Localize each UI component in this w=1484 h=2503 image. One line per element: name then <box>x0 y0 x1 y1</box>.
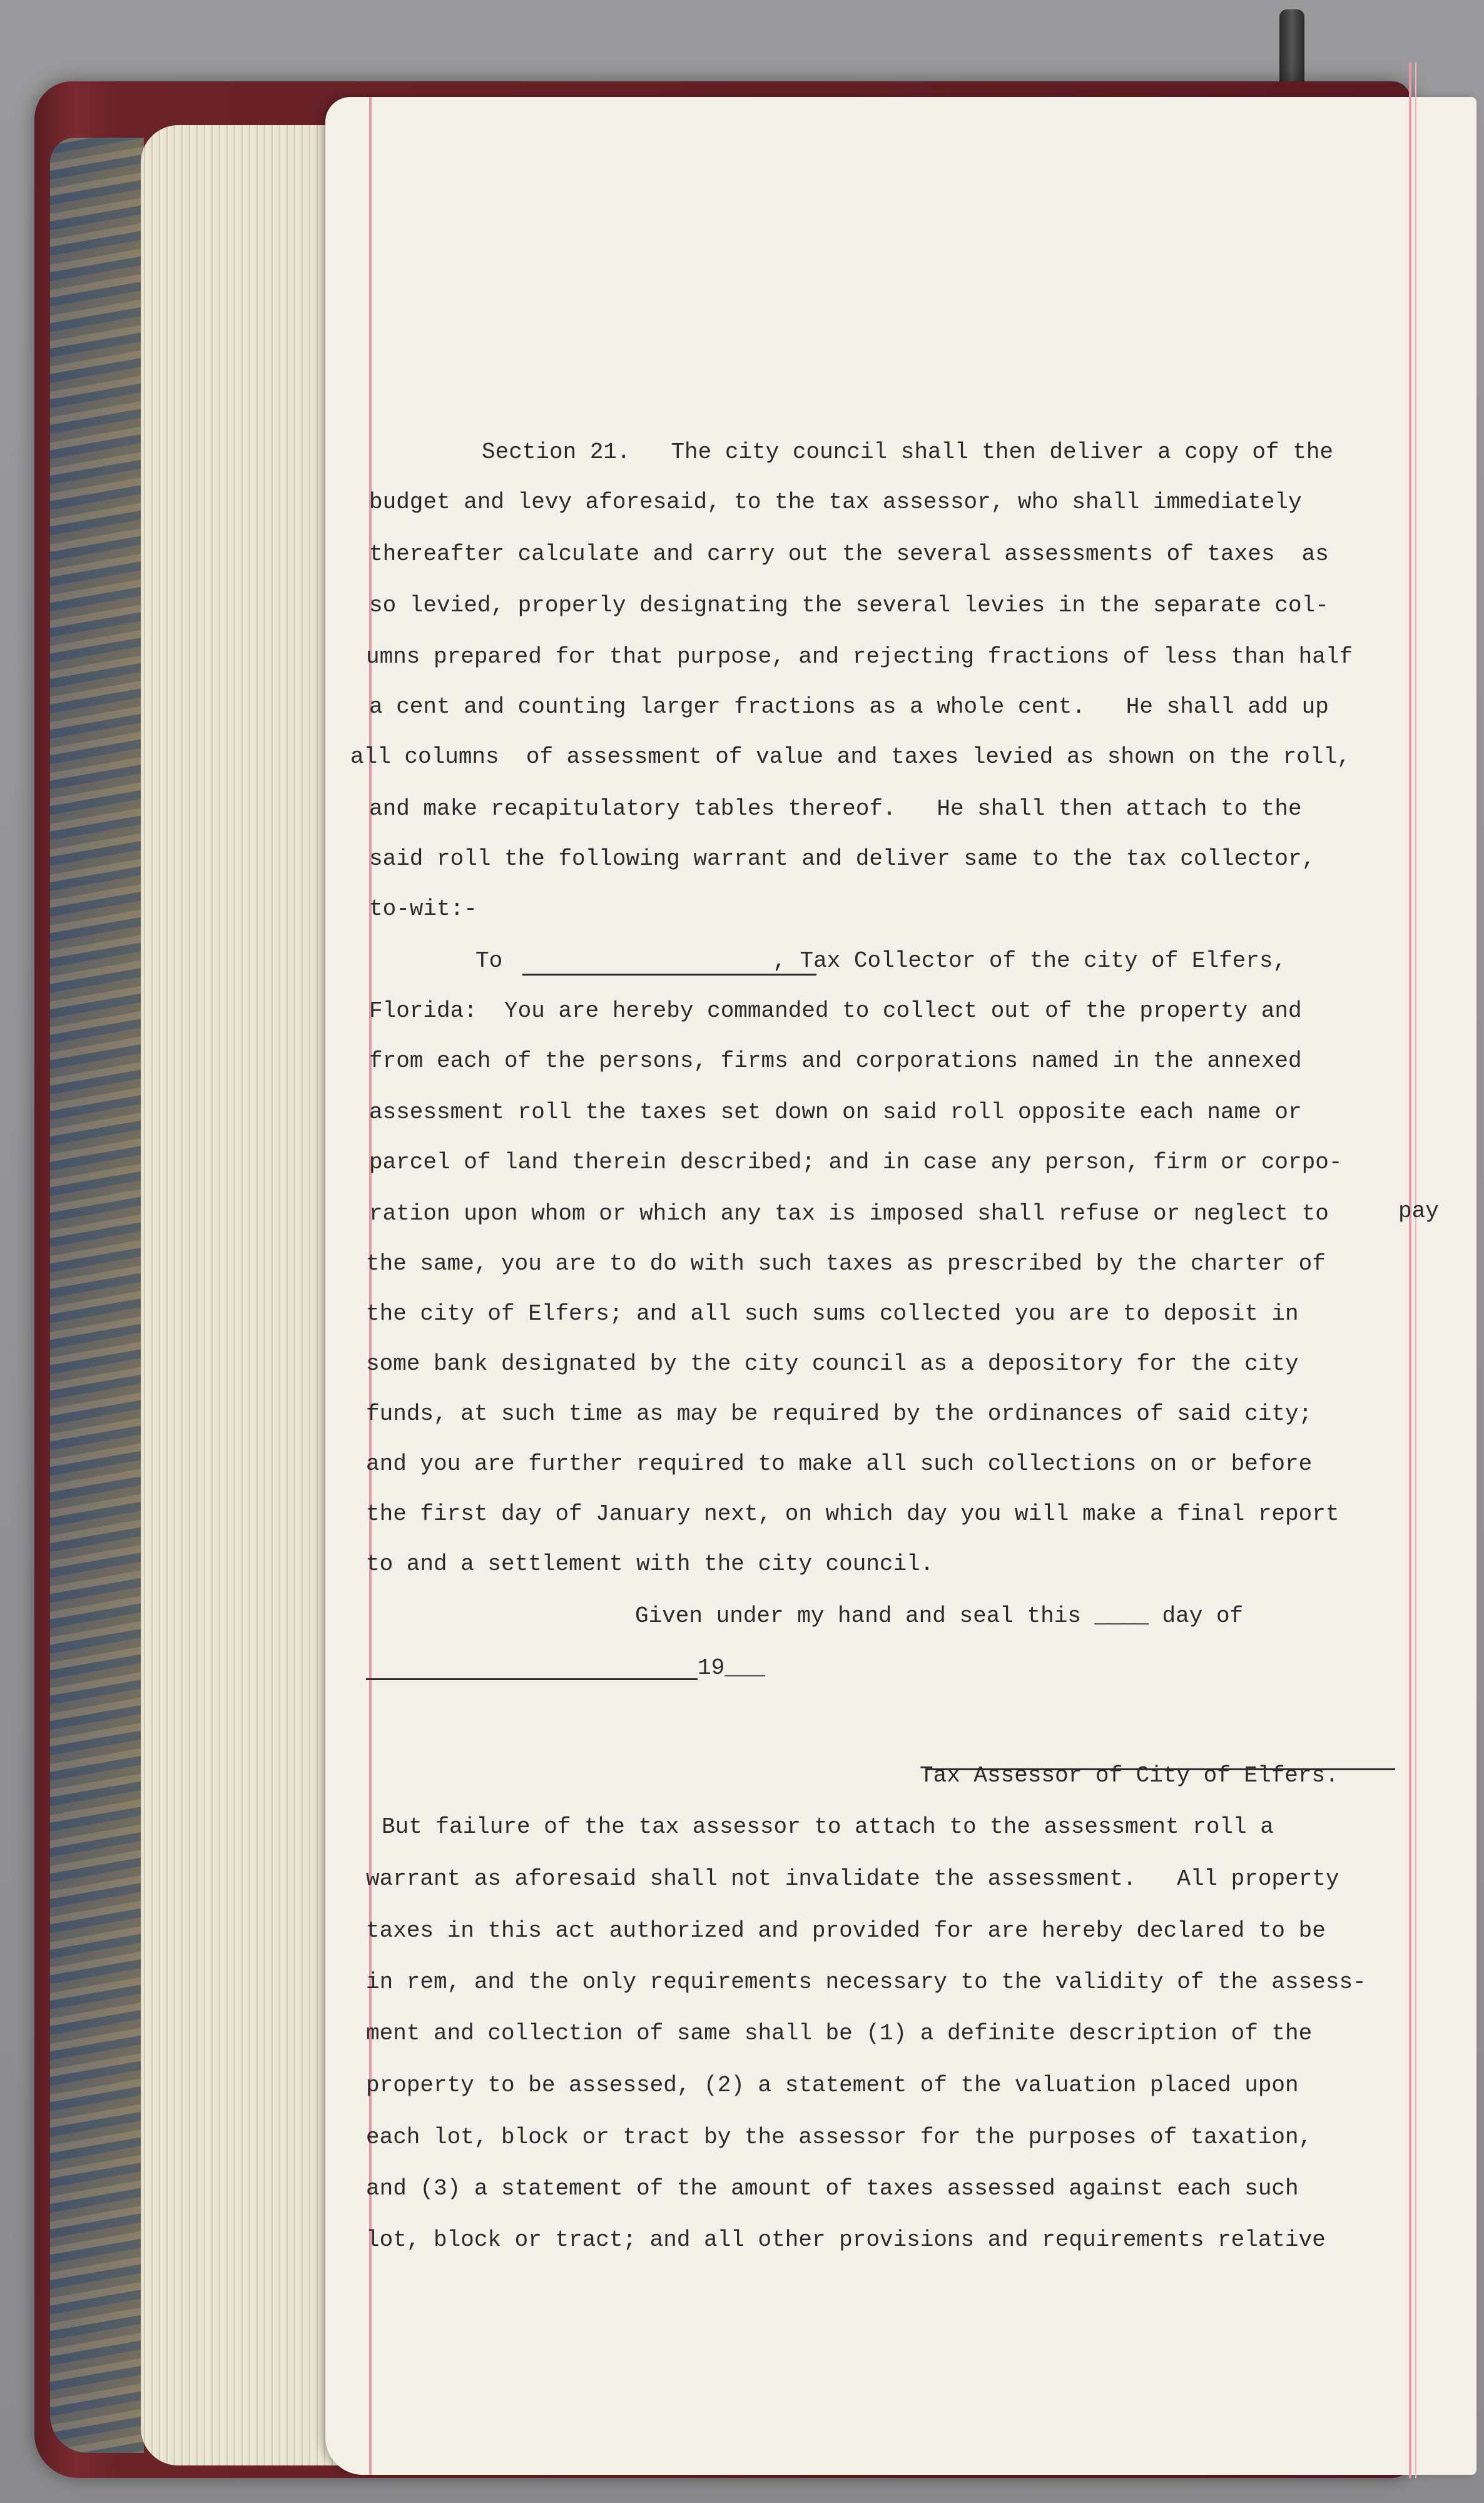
text-line: 19___ <box>698 1655 766 1681</box>
text-line: assessment roll the taxes set down on said roll opposite each name or <box>369 1099 1302 1125</box>
signature-caption: Tax Assessor of City of Elfers. <box>920 1763 1339 1788</box>
text-line: ment and collection of same shall be (1) a definite description of the <box>366 2021 1313 2046</box>
right-margin-rule-secondary <box>1415 63 1416 2478</box>
marbled-edge <box>50 138 144 2453</box>
text-line: warrant as aforesaid shall not invalidate the assessment. All property <box>366 1866 1339 1892</box>
text-line: property to be assessed, (2) a statement of the valuation placed upon <box>366 2072 1299 2098</box>
text-line: the first day of January next, on which day you will make a final report <box>366 1501 1339 1527</box>
text-line: the same, you are to do with such taxes as prescribed by the charter of <box>366 1251 1326 1277</box>
text-line: said roll the following warrant and deliver same to the tax collector, <box>369 846 1316 872</box>
text-line: thereafter calculate and carry out the several assessments of taxes as <box>369 541 1329 567</box>
text-line: ration upon whom or which any tax is imposed shall refuse or neglect to <box>369 1201 1329 1226</box>
text-line: and (3) a statement of the amount of taxes assessed against each such <box>366 2176 1299 2201</box>
text-line: and you are further required to make all such collections on or before <box>366 1451 1313 1477</box>
text-line: parcel of land therein described; and in case any person, firm or corpo- <box>369 1150 1343 1175</box>
left-margin-rule <box>369 97 372 2475</box>
text-line: funds, at such time as may be required by the ordinances of said city; <box>366 1401 1313 1427</box>
text-line: umns prepared for that purpose, and rejecting fractions of less than half <box>366 644 1353 670</box>
text-line: some bank designated by the city council as a depository for the city <box>366 1351 1299 1377</box>
text-line: a cent and counting larger fractions as a whole cent. He shall add up <box>369 694 1329 720</box>
text-line: from each of the persons, firms and corporations named in the annexed <box>369 1048 1302 1074</box>
text-line: But failure of the tax assessor to attach to the assessment roll a <box>382 1814 1274 1840</box>
text-line: Given under my hand and seal this ____ day of <box>635 1603 1244 1629</box>
text-line: so levied, properly designating the several levies in the separate col- <box>369 593 1329 618</box>
text-line: budget and levy aforesaid, to the tax assessor, who shall immediately <box>369 489 1302 515</box>
text-line: in rem, and the only requirements necessary to the validity of the assess- <box>366 1969 1366 1995</box>
text-line: to-wit:- <box>369 896 477 922</box>
text-line: each lot, block or tract by the assessor for the purposes of taxation, <box>366 2124 1313 2150</box>
text-line: lot, block or tract; and all other provisions and requirements relative <box>366 2227 1326 2253</box>
text-line: the city of Elfers; and all such sums collected you are to deposit in <box>366 1301 1299 1327</box>
text-line: to and a settlement with the city council. <box>366 1551 934 1577</box>
page-stack-edges <box>141 125 347 2465</box>
date-blank-line <box>366 1678 698 1680</box>
text-line: Florida: You are hereby commanded to collect out of the property and <box>369 998 1302 1024</box>
right-margin-rule <box>1409 63 1411 2478</box>
text-line: all columns of assessment of value and taxes levied as shown on the roll, <box>350 744 1351 770</box>
collector-name-blank <box>522 974 816 976</box>
text-line: Section 21. The city council shall then deliver a copy of the <box>482 439 1334 465</box>
margin-note: pay <box>1398 1198 1439 1224</box>
text-line: To , Tax Collector of the city of Elfers, <box>475 948 1287 974</box>
text-line: taxes in this act authorized and provided for are hereby declared to be <box>366 1918 1326 1944</box>
text-line: and make recapitulatory tables thereof. He shall then attach to the <box>369 796 1302 822</box>
book-clasp <box>1279 9 1304 91</box>
